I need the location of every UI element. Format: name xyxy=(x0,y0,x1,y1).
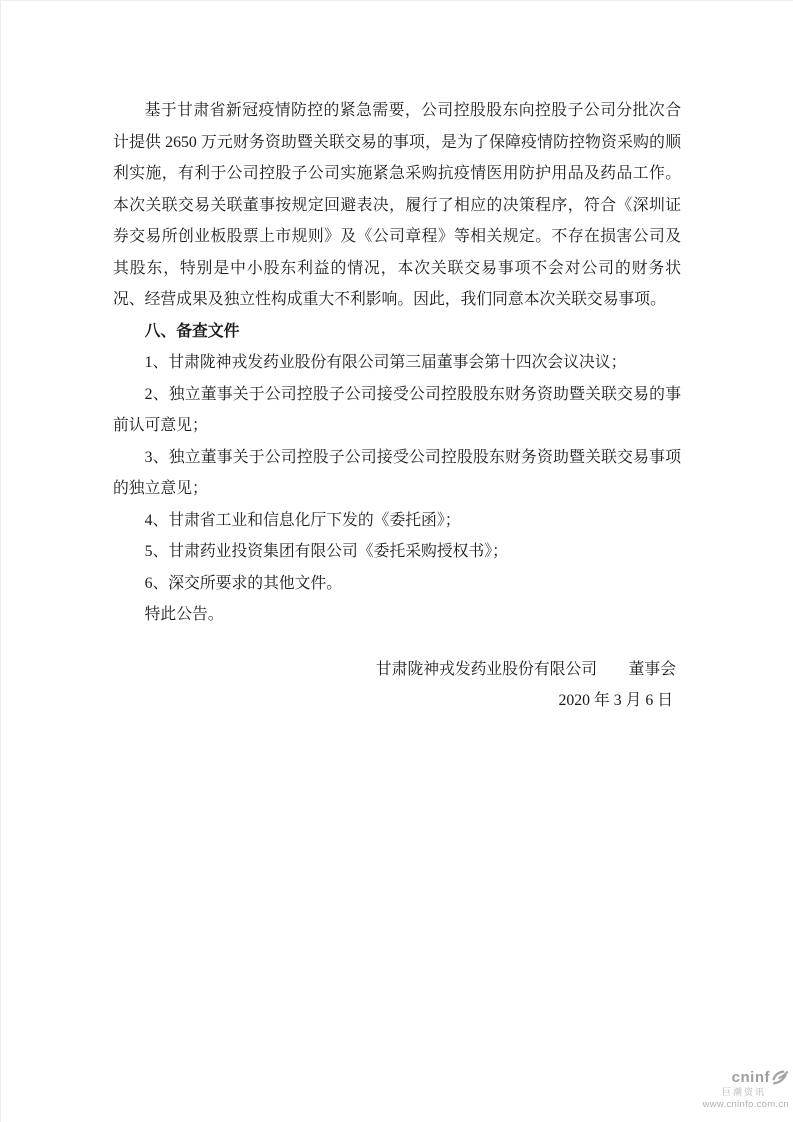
signature-date: 2020 年 3 月 6 日 xyxy=(558,692,673,709)
cninfo-logo-row xyxy=(703,1070,789,1086)
section-heading: 八、备查文件 xyxy=(144,322,240,340)
signature-block xyxy=(113,654,681,717)
cninfo-logo-text: cninf xyxy=(731,1069,770,1086)
document-content xyxy=(113,95,681,717)
list-item-5: 5、甘肃药业投资集团有限公司《委托采购授权书》； xyxy=(144,543,508,560)
closing-statement: 特此公告。 xyxy=(144,606,224,623)
list-item-2: 2、独立董事关于公司控股子公司接受公司控股股东财务资助暨关联交易的事前认可意见； xyxy=(113,385,681,434)
list-item-1: 1、甘肃陇神戎发药业股份有限公司第三届董事会第十四次会议决议； xyxy=(144,354,627,371)
cninfo-swirl-icon xyxy=(771,1070,789,1086)
body-paragraph: 基于甘肃省新冠疫情防控的紧急需要，公司控股股东向控股子公司分批次合计提供 2650 万元财务资助暨关联交易的事项，是为了保障疫情防控物资采购的顺利实施，有利于公司控股子公司实施紧急采购抗疫情医用防护用品及药品工作。本次关联交易关联董事按规定回避表决，履行了相应的决策程序，符合《深圳证券交易所创业板股票上市规则》及《公司章程》等相关规定。不存在损害公司及其股东，特别是中小股东利益的情况，本次关联交易事项不会对公司的财务状况、经营成果及独立性构成重大不利影响。因此，我们同意本次关联交易事项。 xyxy=(113,102,681,308)
cninfo-watermark xyxy=(703,1070,789,1110)
list-item-4: 4、甘肃省工业和信息化厅下发的《委托函》； xyxy=(144,511,461,529)
list-item-3: 3、独立董事关于公司控股子公司接受公司控股股东财务资助暨关联交易事项的独立意见； xyxy=(113,448,681,497)
signature-company: 甘肃陇神戎发药业股份有限公司 董事会 xyxy=(375,660,676,678)
cninfo-url: www.cninfo.com.cn xyxy=(702,1098,789,1110)
list-item-6: 6、深交所要求的其他文件。 xyxy=(144,574,343,592)
cninfo-brand-chinese: 巨潮资讯 xyxy=(721,1086,766,1097)
